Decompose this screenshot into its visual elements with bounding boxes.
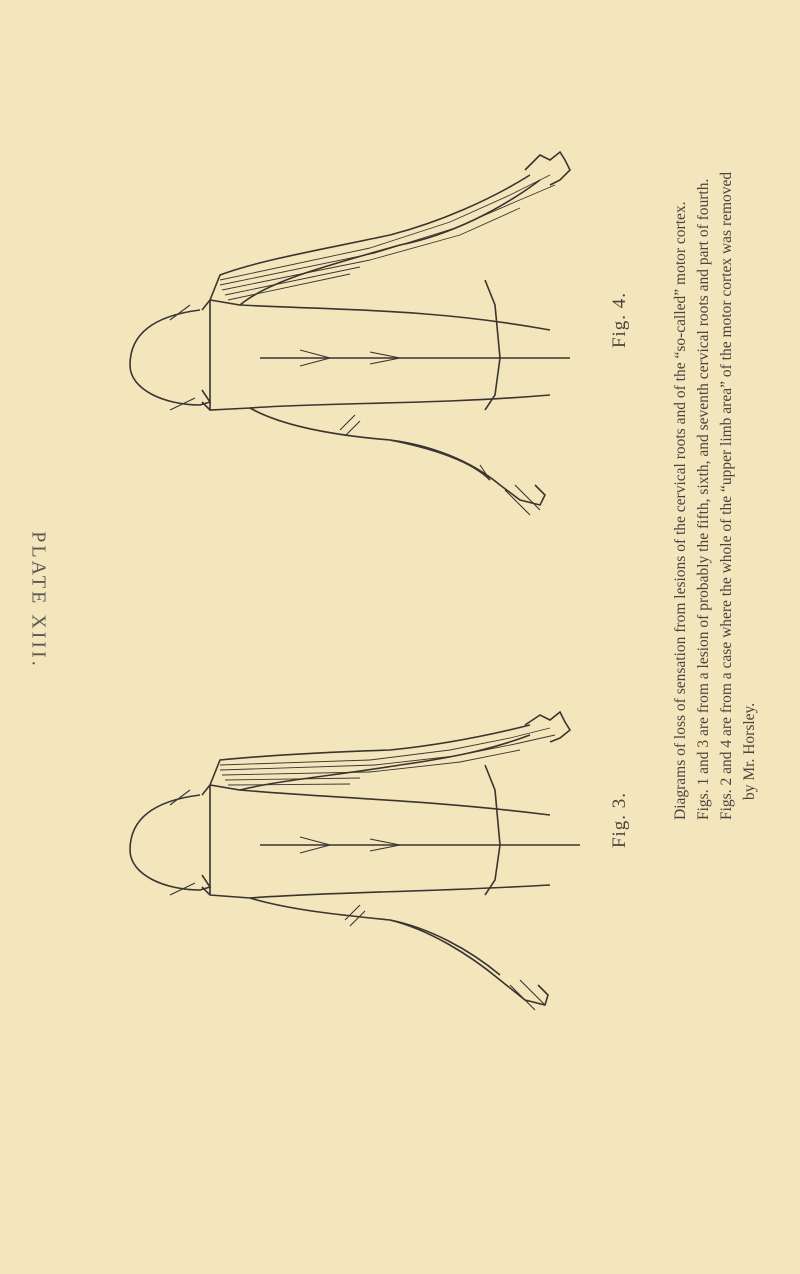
caption-line-3: Figs. 2 and 4 are from a case where the whole of the “upper limb area” of the motor cortex was removed xyxy=(718,171,735,820)
plate-title: PLATE XIII. xyxy=(27,531,50,669)
caption-line-2: Figs. 1 and 3 are from a lesion of probably the fifth, sixth, and seventh cervical roots and part of fourth. xyxy=(695,178,712,820)
caption-line-1: Diagrams of loss of sensation from lesions of the cervical roots and of the “so-called” motor cortex. xyxy=(672,201,689,820)
caption-line-4: by Mr. Horsley. xyxy=(741,702,758,800)
figure-3-body-diagram xyxy=(70,720,600,1120)
figure-3-label: Fig. 3. xyxy=(609,791,630,849)
plate-caption xyxy=(669,140,761,820)
sensory-loss-hatching-4 xyxy=(220,175,555,300)
figure-4-label: Fig. 4. xyxy=(609,291,630,349)
figure-4-body-diagram xyxy=(70,140,600,540)
